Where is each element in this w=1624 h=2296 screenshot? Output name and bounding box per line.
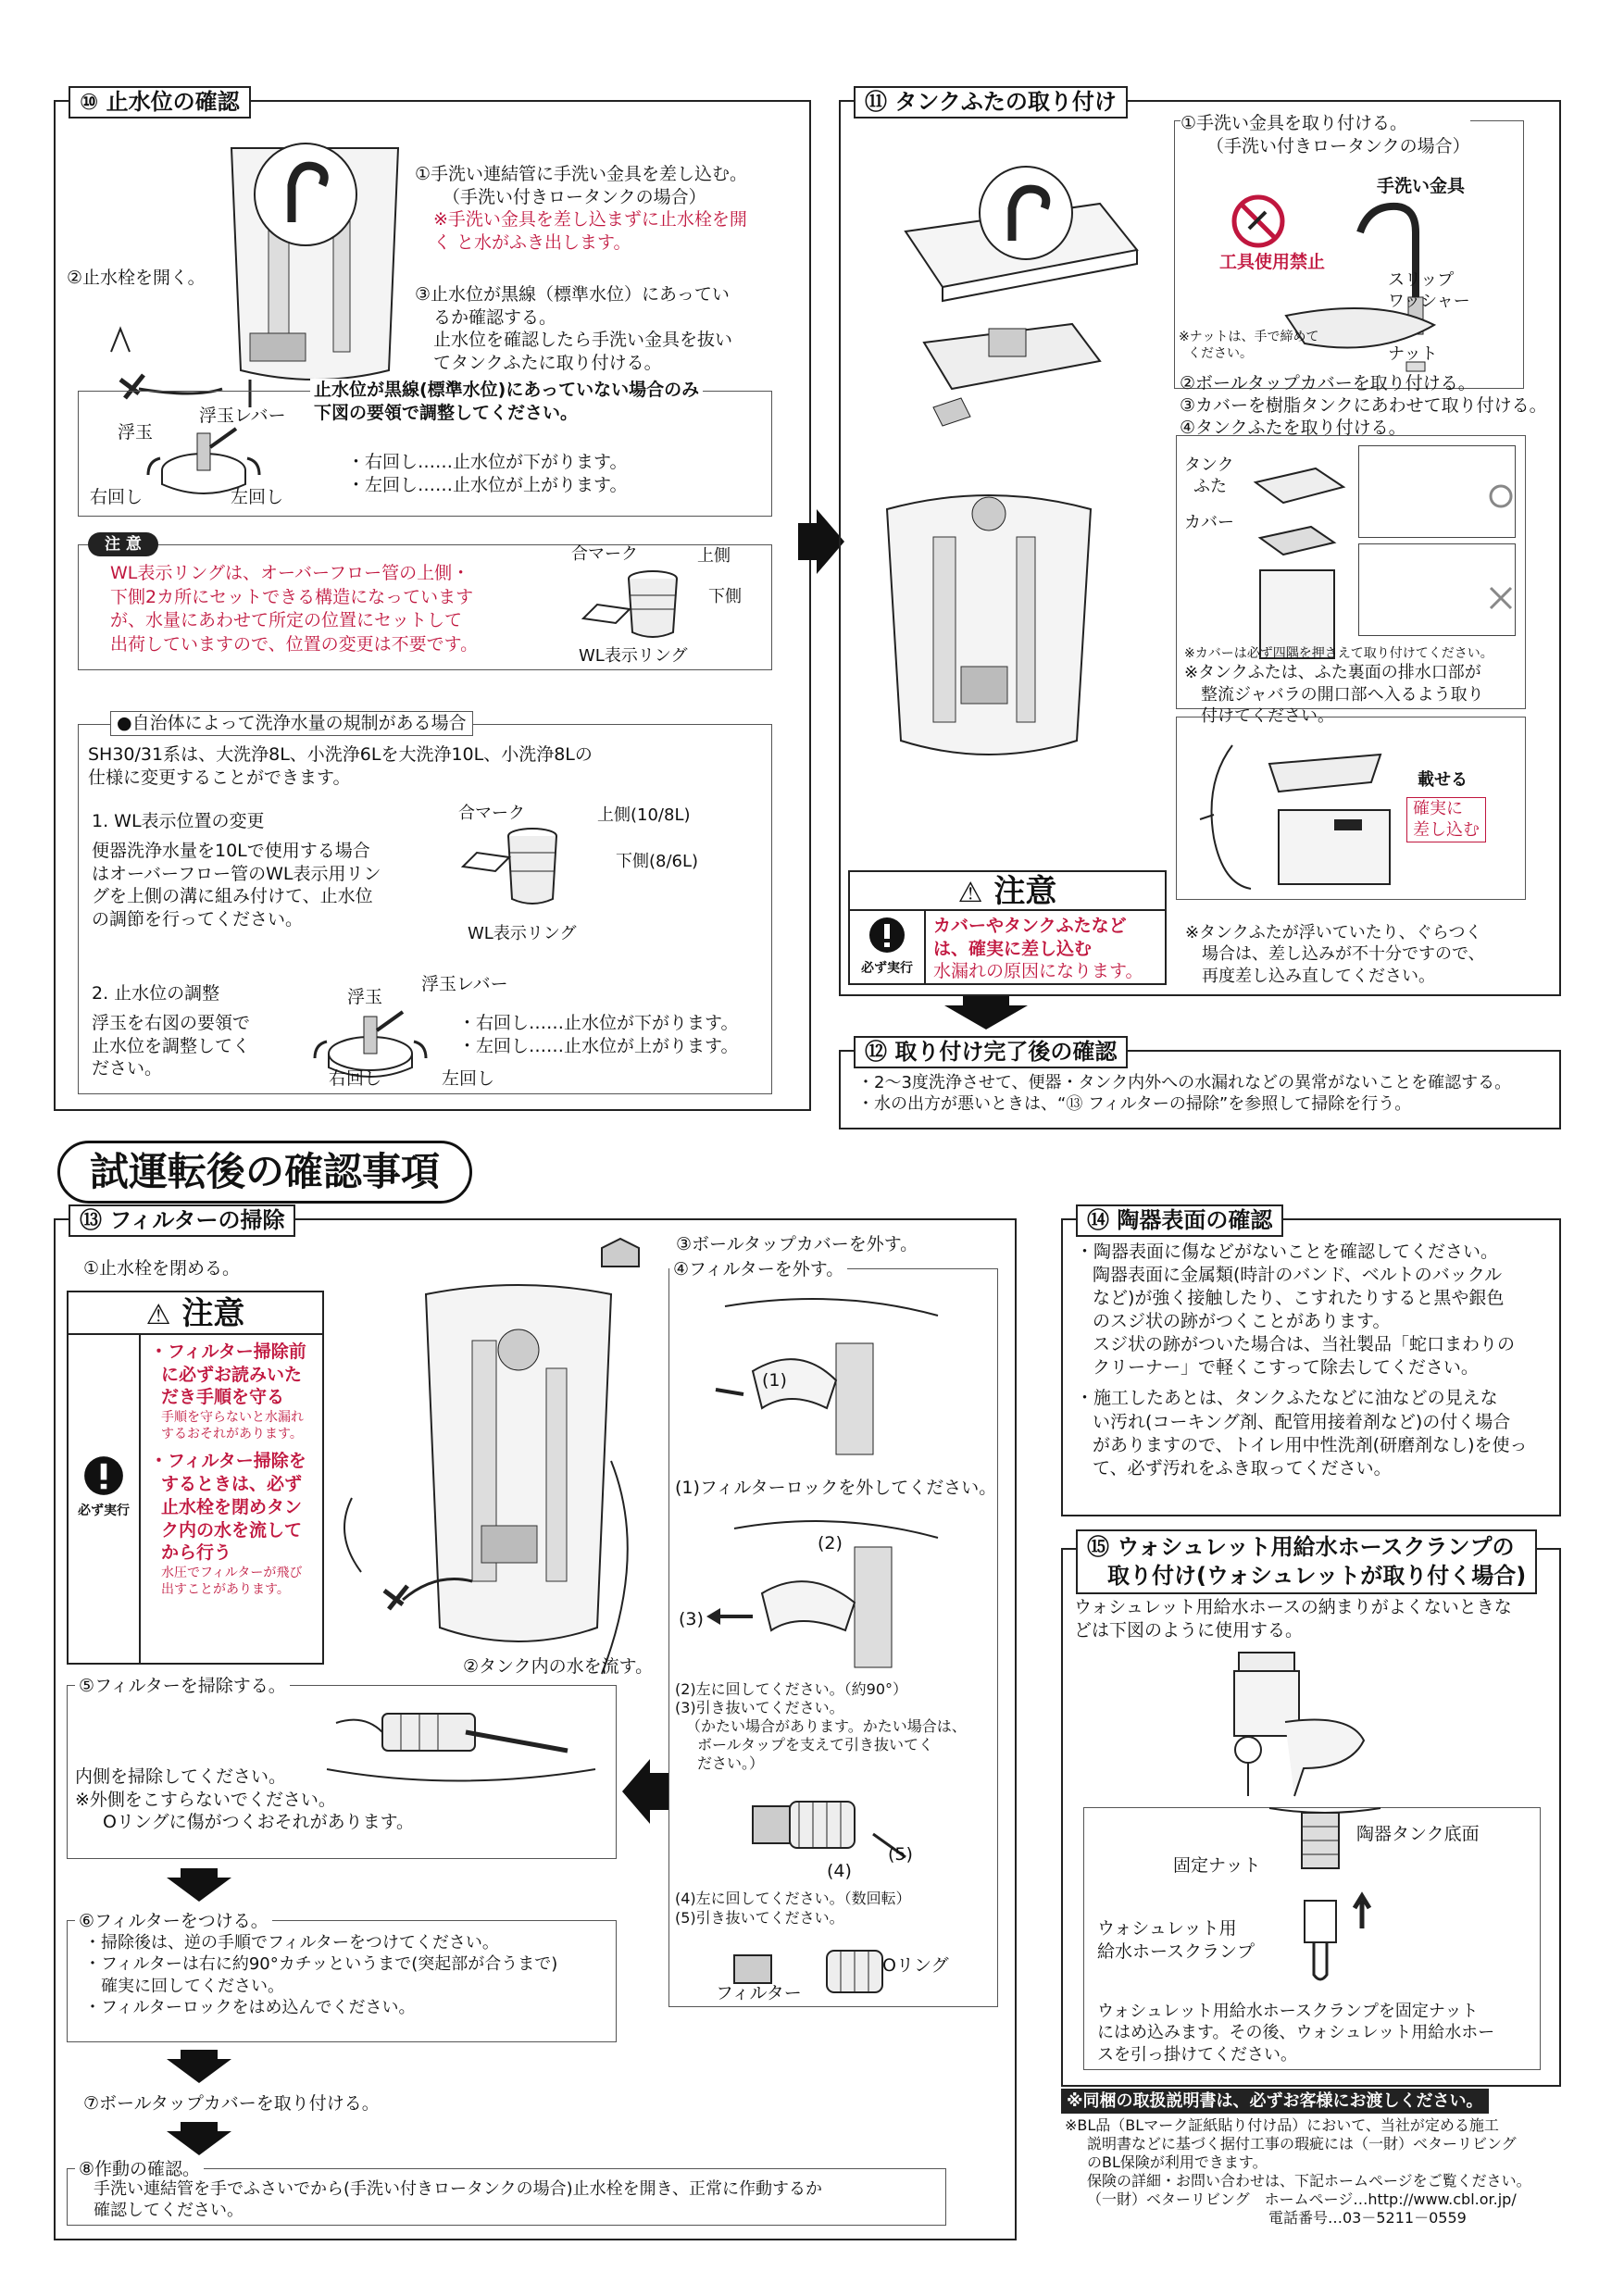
section-10-title: ⑩ 止水位の確認: [69, 86, 251, 119]
s10-adjust-line: ・左回し……止水位が上がります。: [347, 474, 628, 495]
s11-step2: ②ボールタップカバーを取り付ける。: [1180, 373, 1476, 393]
s11-float-note: 再度差し込み直してください。: [1202, 966, 1435, 986]
s11-step1: （手洗い付きロータンクの場合）: [1206, 135, 1470, 156]
s13-step5-text: ※外側をこすらないでください。: [75, 1789, 336, 1810]
s14-p1: など)が強く接触したり、こすれたりすると黒や銀色: [1093, 1288, 1505, 1309]
s13-step6-text: 確実に回してください。: [101, 1976, 284, 1996]
lid-label: ふた: [1193, 477, 1227, 497]
s11-step3: ③カバーを樹脂タンクにあわせて取り付ける。: [1180, 395, 1547, 416]
lid-label: タンク: [1184, 455, 1234, 475]
s13-step6-text: ・フィルターは右に約90°カチッというまで(突起部が合うまで): [84, 1954, 558, 1975]
s10-caution-box: [78, 535, 772, 670]
wl-ring-illustration-2: [458, 825, 569, 917]
s14-p1: クリーナー」で軽くこすって除去してください。: [1093, 1357, 1479, 1379]
s13-sub2: ボールタップを支えて引き抜いてく: [697, 1736, 934, 1753]
tank-lid-illustration: [887, 130, 1165, 444]
footer-line: （一財）ベターリビング ホームページ…http://www.cbl.or.jp/: [1087, 2190, 1517, 2208]
muni-lower-label: 下側(8/6L): [616, 852, 699, 871]
s13-step5: ⑤フィルターを掃除する。: [75, 1675, 290, 1698]
s10-adjust-title: 下図の要領で調整してください。: [314, 402, 579, 423]
s14-p1: ・陶器表面に傷などがないことを確認してください。: [1076, 1242, 1499, 1262]
filter-label: フィルター: [716, 1983, 802, 2003]
s13-warn1-sub: するおそれがあります。: [161, 1427, 303, 1442]
s13-sub2: (3)引き抜いてください。: [675, 1699, 844, 1716]
s10-step2: ②止水栓を開く。: [67, 268, 206, 288]
s12-line: ・2～3度洗浄させて、便器・タンク内外への水漏れなどの異常がないことを確認する。: [857, 1073, 1512, 1092]
s10-left-turn: 左回し: [231, 487, 284, 507]
next-step-arrow: [798, 509, 844, 574]
s10-muni-2-text: 止水位を調整してく: [92, 1035, 251, 1056]
faucet-label: 手洗い金具: [1377, 176, 1466, 196]
footer-line: 電話番号…03－5211－0559: [1268, 2209, 1467, 2227]
s15-desc: ウォシュレット用給水ホースクランプを固定ナット: [1097, 2002, 1479, 2021]
s13-step5-text: 内側を掃除してください。: [75, 1766, 287, 1787]
cover-label: カバー: [1184, 513, 1234, 532]
footer-line: 保険の詳細・お問い合わせは、下記ホームページをご覧ください。: [1087, 2172, 1531, 2190]
down-arrow: [167, 1868, 231, 1902]
s15-intro: ウォシュレット用給水ホースの納まりがよくないときな: [1074, 1597, 1512, 1617]
section-13-title: ⑬ フィルターの掃除: [69, 1204, 295, 1237]
s13-step8-text: 手洗い連結管を手でふさいでから(手洗い付きロータンクの場合)止水栓を開き、正常に作動するか: [94, 2179, 822, 2199]
s13-sub1: (1)フィルターロックを外してください。: [675, 1478, 997, 1498]
s14-p2: がありますので、トイレ用中性洗剤(研磨剤なし)を使っ: [1093, 1434, 1528, 1455]
s13-step4: ④フィルターを外す。: [669, 1258, 847, 1281]
tank-bottom-label: 陶器タンク底面: [1356, 1824, 1480, 1844]
s13-warn1: に必ずお読みいた: [161, 1364, 303, 1385]
must-do-label: 必ず実行: [861, 960, 913, 976]
place-label: 載せる: [1418, 770, 1468, 790]
filter-num-4: (4): [827, 1861, 852, 1881]
s10-step1-warning: く と水がふき出します。: [433, 232, 631, 254]
s10-muni-1-text: グを上側の溝に組み付けて、止水位: [92, 886, 373, 907]
down-arrow: [167, 2050, 231, 2083]
s10-step1-line: ①手洗い連結管に手洗い金具を差し込む。: [415, 164, 748, 184]
section-12-title: ⑫ 取り付け完了後の確認: [854, 1036, 1128, 1068]
s14-p2: い汚れ(コーキング剤、配管用接着剤など)の付く場合: [1093, 1411, 1511, 1432]
s13-step6-text: ・フィルターロックをはめ込んでください。: [84, 1998, 416, 2018]
ng-cross-icon: [1487, 584, 1515, 612]
page-heading: 試運転後の確認事項: [57, 1141, 472, 1204]
s11-note: ※タンクふたは、ふた裏面の排水口部が: [1184, 663, 1481, 683]
s10-caution-line: WL表示リングは、オーバーフロー管の上側・: [110, 563, 470, 583]
slip-washer-label: スリップ: [1388, 270, 1455, 290]
s11-insert-box: [1176, 717, 1526, 900]
warning-triangle-icon: ⚠: [145, 1299, 171, 1331]
filter-lock-illustration: [697, 1288, 956, 1464]
s11-float-note: ※タンクふたが浮いていたり、ぐらつく: [1185, 923, 1482, 942]
s13-step8-text: 確認してください。: [94, 2201, 244, 2221]
s10-caution-line: 下側2カ所にセットできる構造になっています: [110, 586, 474, 607]
s10-step3-line: ③止水位が黒線（標準水位）にあってい: [415, 284, 730, 305]
nut-note: ※ナットは、手で締めて: [1179, 330, 1319, 344]
s10-adjust-line: ・右回し……止水位が下がります。: [347, 452, 628, 472]
section-15-title: 取り付け(ウォシュレットが取り付く場合): [1107, 1563, 1527, 1590]
section-14: [1061, 1207, 1561, 1516]
s10-muni-text: SH30/31系は、大洗浄8L、小洗浄6Lを大洗浄10L、小洗浄8Lの: [88, 744, 593, 765]
s11-warn-title: 注意: [993, 873, 1057, 910]
s14-p1: のスジ状の跡がつくことがあります。: [1093, 1311, 1391, 1332]
filter-num-5: (5): [888, 1844, 913, 1865]
section-10: [54, 89, 811, 1111]
s13-sub4: (4)左に回してください。（数回転）: [675, 1890, 911, 1907]
insert-label: 確実に: [1413, 799, 1463, 818]
clamp-label: 給水ホースクランプ: [1097, 1940, 1255, 1962]
s10-adjust-title: 止水位が黒線(標準水位)にあっていない場合のみ: [314, 380, 700, 400]
slip-washer-label: ワッシャー: [1388, 292, 1470, 312]
section-14-title: ⑭ 陶器表面の確認: [1076, 1204, 1283, 1237]
s10-caution-line: 出荷していますので、位置の変更は不要です。: [110, 633, 479, 655]
muni-float-label: 浮玉: [347, 987, 383, 1007]
muni-lever-label: 浮玉レバー: [421, 974, 508, 994]
ok-circle-icon: [1487, 482, 1515, 510]
s13-filter-removal-box: [668, 1259, 998, 2007]
s15-desc: にはめ込みます。その後、ウォシュレット用給水ホー: [1097, 2023, 1495, 2043]
s11-warn-text: カバーやタンクふたなど: [933, 916, 1127, 936]
caution-label: 注 意: [88, 532, 158, 556]
s10-muni-title: ●自治体によって洗浄水量の規制がある場合: [110, 711, 473, 736]
s11-lid-box: [1176, 435, 1526, 726]
s14-p1: 陶器表面に金属類(時計のバンド、ベルトのバックル: [1093, 1265, 1503, 1286]
s13-tank-illustration: [333, 1276, 639, 1683]
section-13: [54, 1207, 1017, 2240]
s13-step6: ⑥フィルターをつける。: [75, 1910, 272, 1933]
s13-warn2: から行う: [161, 1542, 232, 1564]
s15-intro: どは下図のように使用する。: [1074, 1619, 1304, 1641]
muni-ring-mark: 合マーク: [458, 804, 525, 823]
muni-adjust-line: ・右回し……止水位が下がります。: [458, 1013, 739, 1033]
s10-step1-line: （手洗い付きロータンクの場合）: [443, 186, 706, 207]
muni-ring-label: WL表示リング: [468, 924, 577, 943]
face-insert-illustration: [1195, 727, 1399, 893]
s10-step1-warning: ※手洗い金具を差し込まずに止水栓を開: [433, 209, 747, 231]
must-do-icon: [83, 1455, 124, 1496]
muni-left-turn: 左回し: [442, 1068, 495, 1089]
s10-float-label: 浮玉: [118, 422, 154, 443]
s13-warn1: だき手順を守る: [161, 1387, 285, 1408]
s13-sub4: (5)引き抜いてください。: [675, 1908, 844, 1927]
ballcap-cover-icon: [593, 1229, 648, 1276]
toilet-illustration: [1211, 1648, 1368, 1796]
s13-sub2: (2)左に回してください。（約90°）: [675, 1680, 908, 1698]
no-tools-label: 工具使用禁止: [1219, 252, 1326, 272]
footer-notice-bar: ※同梱の取扱説明書は、必ずお客様にお渡しください。: [1061, 2089, 1489, 2114]
footer-line: ※BL品（BLマーク証紙貼り付け品）において、当社が定める施工: [1065, 2116, 1499, 2134]
muni-adjust-line: ・左回し……止水位が上がります。: [458, 1035, 739, 1056]
s10-step3-line: 止水位を確認したら手洗い金具を抜い: [433, 330, 733, 351]
s11-note: 整流ジャバラの開口部へ入るよう取り: [1201, 684, 1484, 705]
muni-upper-label: 上側(10/8L): [597, 805, 691, 825]
s13-step1: ①止水栓を閉める。: [83, 1258, 241, 1279]
s11-warning-box: [848, 870, 1167, 985]
s10-muni-2-text: ださい。: [92, 1058, 163, 1079]
s12-line: ・水の出方が悪いときは、“⑬ フィルターの掃除”を参照して掃除を行う。: [857, 1094, 1412, 1115]
muni-right-turn: 右回し: [329, 1068, 382, 1089]
s15-desc: スを引っ掛けてください。: [1097, 2044, 1297, 2065]
s13-step6-box: [67, 1911, 617, 2042]
insert-label-box: [1406, 797, 1486, 842]
s10-right-turn: 右回し: [90, 487, 144, 507]
warning-triangle-icon: ⚠: [957, 877, 983, 909]
s13-warn1: ・フィルター掃除前: [150, 1341, 306, 1362]
insert-label: 差し込む: [1413, 820, 1480, 841]
s10-caution-line: が、水量にあわせて所定の位置にセットして: [110, 610, 463, 631]
section-15-title: ⑮ ウォシュレット用給水ホースクランプの: [1087, 1534, 1515, 1560]
s13-step8-box: [67, 2159, 946, 2226]
s13-sub2: （かたい場合があります。かたい場合は、: [686, 1717, 967, 1735]
wl-ring-label: WL表示リング: [579, 646, 688, 666]
footer-line: 説明書などに基づく据付工事の瑕疵には（一財）ベターリビング: [1087, 2135, 1517, 2152]
ring-upper-label: 上側: [697, 546, 731, 566]
s13-warn2: ・フィルター掃除を: [150, 1451, 306, 1472]
ring-lower-label: 下側: [708, 587, 742, 606]
s11-note: 付けてください。: [1201, 705, 1334, 726]
s13-warn2: するときは、必ず: [161, 1474, 303, 1495]
s14-p1: スジ状の跡がついた場合は、当社製品「蛇口まわりの: [1093, 1334, 1516, 1355]
s13-warn2-sub: 水圧でフィルターが飛び: [161, 1565, 303, 1580]
section-11: [839, 89, 1561, 996]
nut-label: ナット: [1388, 344, 1438, 364]
s15-detail-box: [1083, 1807, 1541, 2070]
s13-step5-text: Oリングに傷がつくおそれがあります。: [103, 1812, 415, 1833]
s13-sub2: ださい。）: [697, 1754, 765, 1772]
oring-label: Oリング: [882, 1955, 949, 1976]
s11-float-note: 場合は、差し込みが不十分ですので、: [1202, 944, 1485, 965]
s11-step1: ①手洗い金具を取り付ける。: [1181, 113, 1408, 133]
s13-step3: ③ボールタップカバーを外す。: [676, 1234, 918, 1254]
s10-muni-1-text: の調節を行ってください。: [92, 909, 304, 930]
no-tools-icon: [1230, 193, 1286, 249]
filter-num-1: (1): [762, 1370, 787, 1391]
s13-step6-text: ・掃除後は、逆の手順でフィルターをつけてください。: [84, 1933, 499, 1953]
s13-warn2: 止水栓を閉めタン: [161, 1496, 303, 1517]
s13-warn-title: 注意: [181, 1295, 245, 1332]
must-do-icon: [868, 917, 906, 954]
s10-step3-line: るか確認する。: [433, 306, 557, 328]
filter-num-3: (3): [679, 1609, 704, 1629]
s14-p2: て、必ず汚れをふき取ってください。: [1093, 1457, 1392, 1479]
s10-muni-1-title: 1. WL表示位置の変更: [92, 811, 265, 831]
s13-step7: ⑦ボールタップカバーを取り付ける。: [83, 2093, 380, 2114]
s13-warn2: ク内の水を流して: [161, 1519, 303, 1541]
s14-p2: ・施工したあとは、タンクふたなどに油などの見えな: [1076, 1388, 1498, 1409]
clamp-label: ウォシュレット用: [1097, 1918, 1237, 1939]
fixed-nut-label: 固定ナット: [1173, 1855, 1261, 1876]
ring-mark-label: 合マーク: [571, 544, 638, 564]
s11-warn-sub: 水漏れの原因になります。: [933, 961, 1143, 982]
must-do-label: 必ず実行: [78, 1503, 130, 1518]
down-arrow: [944, 996, 1028, 1029]
s10-step3-line: てタンクふたに取り付ける。: [433, 353, 662, 374]
s11-step4: ④タンクふたを取り付ける。: [1180, 418, 1406, 438]
tank-illustration: [213, 130, 417, 407]
s11-faucet-box: [1174, 113, 1524, 389]
s13-step5-box: [67, 1676, 617, 1859]
section-11-title: ⑪ タンクふたの取り付け: [854, 86, 1128, 119]
footer-line: のBL保険が利用できます。: [1087, 2153, 1268, 2171]
s13-warn2-sub: 出すことがあります。: [161, 1582, 290, 1598]
nut-note: ください。: [1188, 346, 1253, 362]
s13-step2: ②タンク内の水を流す。: [463, 1656, 654, 1677]
s10-muni-2-title: 2. 止水位の調整: [92, 983, 220, 1004]
section-12: [839, 1039, 1561, 1129]
s10-adjust-box: [78, 380, 772, 517]
s11-note: ※カバーは必ず四隅を押さえて取り付けてください。: [1184, 646, 1493, 661]
section-15-title-box: [1076, 1529, 1537, 1594]
s10-municipality-box: [78, 713, 772, 1094]
back-arrow: [622, 1759, 668, 1824]
section-15: [1061, 1534, 1561, 2087]
s10-muni-1-text: 便器洗浄水量を10Lで使用する場合: [92, 841, 370, 861]
wl-ring-illustration: [579, 568, 690, 651]
s10-lever-label: 浮玉レバー: [199, 406, 286, 426]
down-arrow: [167, 2122, 231, 2155]
lid-cover-illustration: [1251, 445, 1353, 658]
s13-step8: ⑧作動の確認。: [75, 2158, 204, 2181]
s10-muni-1-text: はオーバーフロー管のWL表示用リン: [92, 863, 381, 884]
s11-warn-text: は、確実に差し込む: [933, 938, 1093, 959]
s13-warning-box: [67, 1291, 324, 1665]
s10-muni-text: 仕様に変更することができます。: [88, 767, 351, 788]
filter-num-2: (2): [818, 1533, 843, 1554]
tank-body-illustration: [878, 481, 1100, 768]
s10-muni-2-text: 浮玉を右図の要領で: [92, 1013, 251, 1033]
s13-warn1-sub: 手順を守らないと水漏れ: [161, 1410, 304, 1426]
